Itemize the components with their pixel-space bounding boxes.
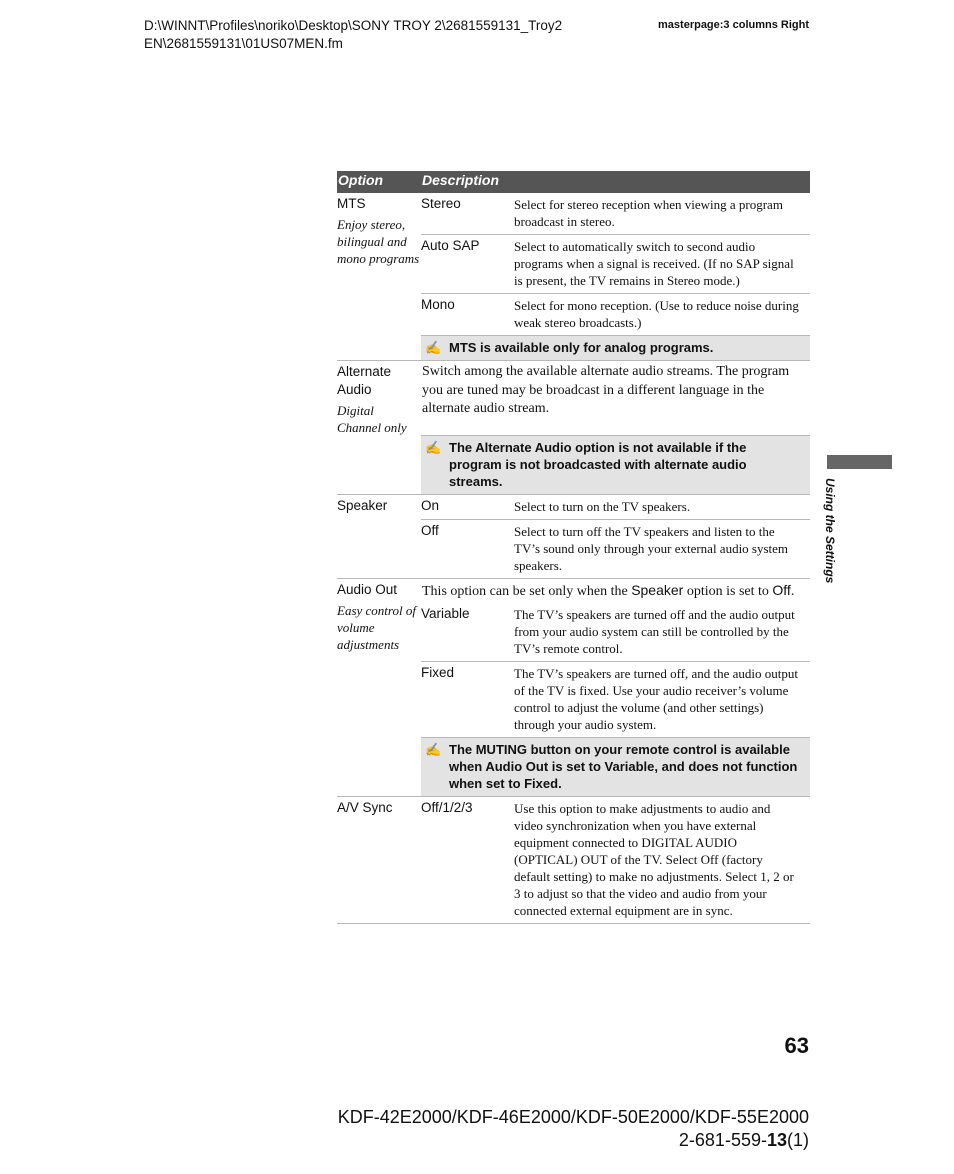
- option-name: A/V Sync: [337, 799, 393, 815]
- option-name: Audio Out: [337, 581, 398, 597]
- sub-option-row: [421, 662, 810, 737]
- part-code-bold: 13: [766, 1130, 787, 1150]
- sub-option-row: [421, 520, 810, 578]
- option-name: Alternate Audio: [337, 364, 392, 397]
- description-cell: [421, 797, 810, 923]
- description-column-header: Description: [422, 172, 500, 188]
- model-numbers: KDF-42E2000/KDF-46E2000/KDF-50E2000/KDF-55E2000: [337, 1107, 809, 1127]
- sub-option-name: Auto SAP: [421, 238, 480, 253]
- part-code-prefix: 2-681-559-: [678, 1130, 767, 1150]
- file-path-line-1: D:\WINNT\Profiles\noriko\Desktop\SONY TROY 2\2681559131_Troy2: [144, 18, 563, 33]
- description-cell: [421, 193, 810, 360]
- note-text: The MUTING button on your remote control is available when Audio Out is set to Variable, and does not function when set to Fixed.: [449, 741, 798, 791]
- file-path-line-2: EN\2681559131\01US07MEN.fm: [144, 36, 343, 51]
- table-header: [337, 171, 810, 193]
- sub-option-name: On: [421, 497, 440, 513]
- option-cell: [337, 797, 421, 923]
- sub-option-description: The TV’s speakers are turned off and the audio output from your audio system can still be controlled by the TV’s remote control.: [514, 606, 795, 656]
- sub-option-name: Fixed: [421, 664, 455, 680]
- part-code: [338, 1129, 809, 1152]
- option-cell: [337, 361, 421, 494]
- pencil-note-icon: ✍: [425, 439, 442, 455]
- option-row-speaker: [337, 495, 810, 579]
- settings-table: [337, 171, 810, 924]
- note-text: The Alternate Audio option is not available if the program is not broadcasted with alternate audio streams.: [449, 439, 747, 489]
- file-path-header: [144, 17, 562, 53]
- option-name: MTS: [337, 196, 366, 211]
- note-box: [421, 335, 810, 360]
- sub-option-row: [421, 193, 810, 235]
- section-tab-marker: [827, 455, 892, 469]
- sub-option-description: Select to turn off the TV speakers and listen to the TV’s sound only through your external audio system speakers.: [514, 523, 789, 573]
- sub-option-row: [421, 294, 810, 335]
- sub-option-row: [421, 603, 810, 662]
- intro-text: .: [790, 583, 795, 599]
- option-intro: [421, 579, 810, 603]
- model-footer: [338, 1106, 809, 1152]
- option-row-mts: [337, 193, 810, 361]
- option-row-alternate-audio: [337, 361, 810, 495]
- intro-text: option is set to: [683, 583, 773, 599]
- description-cell: [421, 579, 810, 796]
- description-cell: [421, 361, 810, 494]
- sub-option-row: [421, 495, 810, 520]
- sub-option-name: Stereo: [421, 196, 461, 211]
- part-code-suffix: (1): [787, 1130, 809, 1150]
- sub-option-row: [421, 797, 810, 923]
- option-description: Switch among the available alternate audio streams. The program you are tuned may be broadcast in a different language in the alternate audio stream.: [422, 364, 790, 416]
- option-cell: [337, 495, 421, 578]
- option-note: Enjoy stereo, bilingual and mono programs: [337, 217, 420, 266]
- sub-option-description: Select for stereo reception when viewing a program broadcast in stereo.: [514, 197, 783, 229]
- option-note: Easy control of volume adjustments: [337, 602, 416, 652]
- note-box: [421, 435, 810, 494]
- page-number: 63: [784, 1033, 809, 1058]
- option-note: Digital Channel only: [337, 403, 407, 435]
- sub-option-name: Variable: [421, 605, 470, 621]
- sub-option-description: Select for mono reception. (Use to reduce noise during weak stereo broadcasts.): [514, 298, 799, 330]
- intro-off-term: Off: [772, 581, 791, 598]
- sub-option-name: Off: [421, 522, 439, 538]
- option-column-header: Option: [338, 172, 384, 188]
- sub-option-name: Off/1/2/3: [421, 799, 473, 815]
- masterpage-label: masterpage:3 columns Right: [658, 19, 809, 31]
- section-side-label: [823, 478, 837, 602]
- pencil-note-icon: ✍: [425, 741, 442, 757]
- sub-option-description: Select to turn on the TV speakers.: [514, 498, 691, 514]
- option-row-audio-out: [337, 579, 810, 797]
- intro-speaker-term: Speaker: [631, 581, 684, 598]
- option-row-av-sync: [337, 797, 810, 924]
- sub-option-description: The TV’s speakers are turned off, and the audio output of the TV is fixed. Use your audio receiver’s volume control to adjust the volume (and other settings) through your audio system.: [514, 665, 798, 732]
- note-text: MTS is available only for analog programs.: [449, 340, 714, 355]
- sub-option-name: Mono: [421, 297, 455, 312]
- intro-text: This option can be set only when the: [422, 583, 632, 599]
- sub-option-description: Select to automatically switch to second audio programs when a signal is received. (If no SAP signal is present, the TV remains in Stereo mode.): [514, 239, 794, 288]
- sub-option-description: Use this option to make adjustments to audio and video synchronization when you have external equipment connected to DIGITAL AUDIO (OPTICAL) OUT of the TV. Select Off (factory default setting) to make no adjustments. Select 1, 2 or 3 to adjust so that the video and audio from your connected external equipment are in sync.: [514, 800, 794, 918]
- sub-option-row: [421, 235, 810, 294]
- note-box: [421, 737, 810, 796]
- option-name: Speaker: [337, 497, 388, 513]
- section-side-label-text: Using the Settings: [823, 478, 837, 584]
- description-cell: [421, 495, 810, 578]
- pencil-note-icon: ✍: [425, 340, 442, 355]
- option-cell: [337, 193, 421, 360]
- option-cell: [337, 579, 421, 796]
